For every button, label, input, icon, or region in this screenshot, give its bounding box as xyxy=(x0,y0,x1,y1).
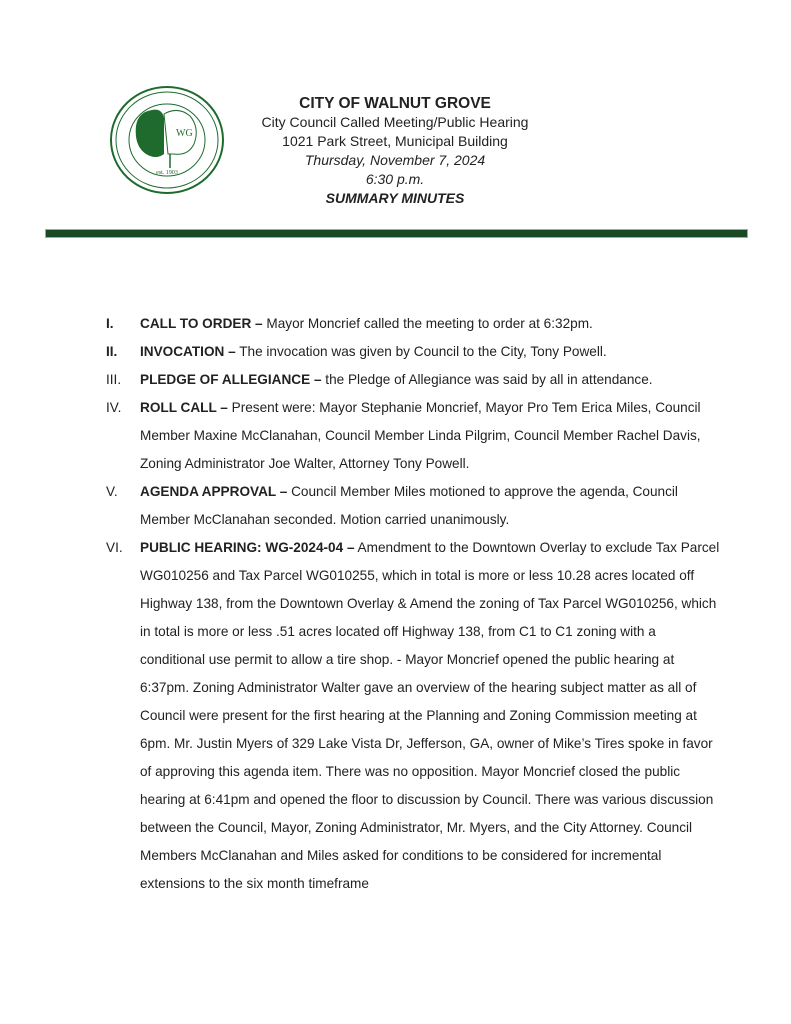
item-number: III. xyxy=(106,372,122,387)
item-text: Council Member Miles motioned to approve the agenda, Council Member McClanahan seconded. Motion carried unanimously. xyxy=(140,484,678,527)
item-label: AGENDA APPROVAL – xyxy=(140,484,288,499)
item-number: V. xyxy=(106,484,118,499)
item-text: Mayor Moncrief called the meeting to order at 6:32pm. xyxy=(262,316,593,331)
item-label: ROLL CALL – xyxy=(140,400,228,415)
item-text: the Pledge of Allegiance was said by all in attendance. xyxy=(321,372,653,387)
header-divider xyxy=(45,229,748,238)
minutes-item xyxy=(100,394,720,478)
city-seal-logo xyxy=(108,84,226,196)
meeting-time: 6:30 p.m. xyxy=(365,171,425,187)
minutes-item xyxy=(100,338,720,366)
svg-text:WG: WG xyxy=(176,128,193,139)
minutes-item xyxy=(100,534,720,898)
minutes-item xyxy=(100,366,720,394)
document-header xyxy=(230,94,560,208)
item-number: II. xyxy=(106,344,118,359)
item-label: PUBLIC HEARING: WG-2024-04 – xyxy=(140,540,355,555)
meeting-date: Thursday, November 7, 2024 xyxy=(304,152,486,168)
item-label: PLEDGE OF ALLEGIANCE – xyxy=(140,372,322,387)
item-number: I. xyxy=(106,316,114,331)
document-type: SUMMARY MINUTES xyxy=(325,190,465,206)
minutes-list xyxy=(100,310,720,898)
minutes-item xyxy=(100,478,720,534)
item-label: CALL TO ORDER – xyxy=(140,316,263,331)
item-text: Amendment to the Downtown Overlay to exclude Tax Parcel WG010256 and Tax Parcel WG010255, which in total is more or less 10.28 acres located off Highway 138, from the Downtown Overlay & Amend the zoning of Tax Parcel WG010256, which in total is more or less .51 acres located off Highway 138, from C1 to C1 zoning with a conditional use permit to allow a tire shop. - Mayor Moncrief opened the public hearing at 6:37pm. Zoning Administrator Walter gave an overview of the hearing subject matter as all of Council were present for the first hearing at the Planning and Zoning Commission meeting at 6pm. Mr. Justin Myers of 329 Lake Vista Dr, Jefferson, GA, owner of Mike’s Tires spoke in favor of approving this agenda item. There was no opposition. Mayor Moncrief closed the public hearing at 6:41pm and opened the floor to discussion by Council. There was various discussion between the Council, Mayor, Zoning Administrator, Mr. Myers, and the City Attorney. Council Members McClanahan and Miles asked for conditions to be considered for incremental extensions to the six month timeframe xyxy=(140,540,720,891)
item-text: Present were: Mayor Stephanie Moncrief, Mayor Pro Tem Erica Miles, Council Member Maxine McClanahan, Council Member Linda Pilgrim, Council Member Rachel Davis, Zoning Administrator Joe Walter, Attorney Tony Powell. xyxy=(140,400,701,471)
item-text: The invocation was given by Council to the City, Tony Powell. xyxy=(235,344,607,359)
city-title: CITY OF WALNUT GROVE xyxy=(299,95,491,112)
item-label: INVOCATION – xyxy=(140,344,236,359)
item-number: IV. xyxy=(106,400,122,415)
item-number: VI. xyxy=(106,540,123,555)
svg-text:est. 1903: est. 1903 xyxy=(156,170,178,176)
meeting-type: City Council Called Meeting/Public Hearing xyxy=(261,114,529,130)
meeting-address: 1021 Park Street, Municipal Building xyxy=(282,133,508,149)
minutes-item xyxy=(100,310,720,338)
